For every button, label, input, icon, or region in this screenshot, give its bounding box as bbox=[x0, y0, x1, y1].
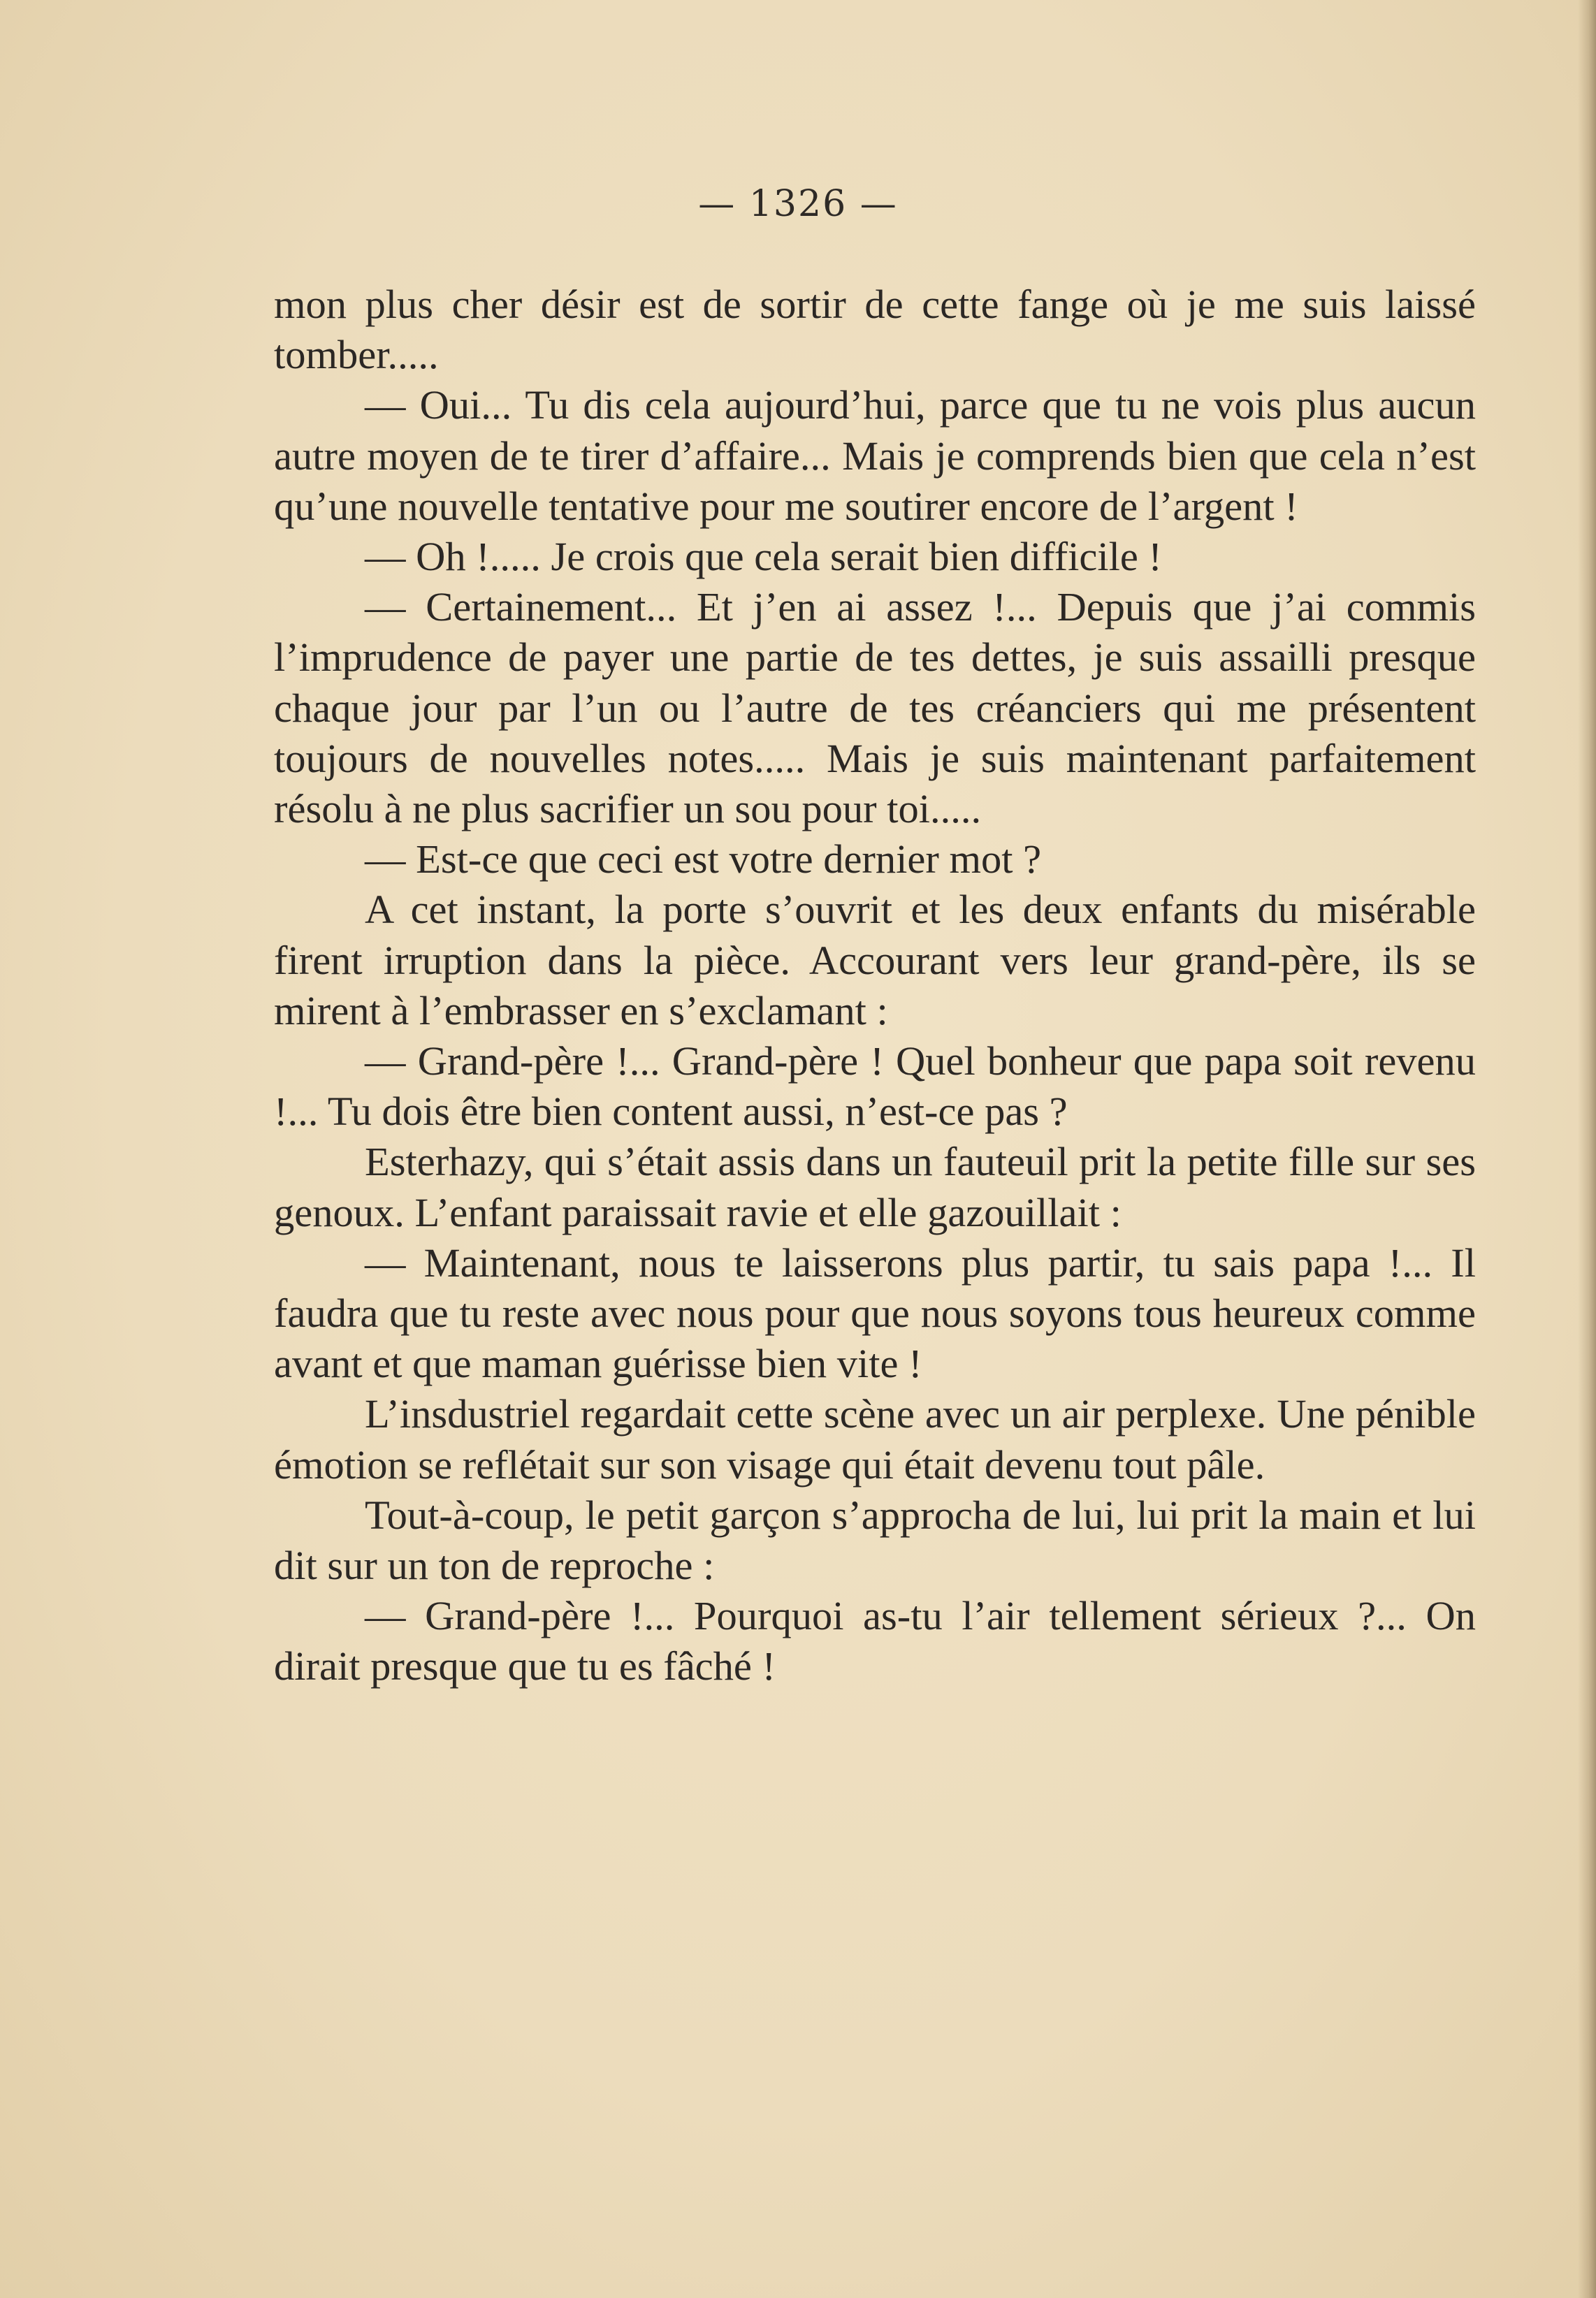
body-text bbox=[274, 279, 1476, 1692]
narrative-paragraph: Esterhazy, qui s’était assis dans un fauteuil prit la petite fille sur ses genoux. L’enfant paraissait ravie et elle gazouillait : bbox=[274, 1139, 1476, 1235]
dialogue-paragraph: — Maintenant, nous te laisserons plus partir, tu sais papa !... Il faudra que tu reste avec nous pour que nous soyons tous heureux comme avant et que maman guérisse bien vite ! bbox=[274, 1239, 1476, 1387]
dialogue-paragraph: — Grand-père !... Pourquoi as-tu l’air tellement sérieux ?... On dirait presque que tu es fâché ! bbox=[274, 1593, 1476, 1689]
narrative-paragraph: L’insdustriel regardait cette scène avec un air perplexe. Une pénible émotion se reflétait sur son visage qui était devenu tout pâle. bbox=[274, 1391, 1476, 1488]
page-edge-shadow bbox=[1578, 0, 1596, 2298]
paragraph-continuation: mon plus cher désir est de sortir de cette fange où je me suis laissé tomber..... bbox=[274, 282, 1476, 378]
dialogue-paragraph: — Est-ce que ceci est votre dernier mot ? bbox=[365, 836, 1042, 882]
dialogue-paragraph: — Oh !..... Je crois que cela serait bien difficile ! bbox=[365, 534, 1162, 580]
dialogue-paragraph: — Certainement... Et j’en ai assez !... Depuis que j’ai commis l’imprudence de payer une partie de tes dettes, je suis assailli presque chaque jour par l’un ou l’autre de tes créanciers qui me présentent toujours de nouvelles notes..... Mais je suis maintenant parfaitement résolu à ne plus sacrifier un sou pour toi..... bbox=[274, 584, 1476, 832]
page-number: — 1326 — bbox=[698, 183, 898, 225]
narrative-paragraph: A cet instant, la porte s’ouvrit et les deux enfants du misérable firent irruption dans la pièce. Accourant vers leur grand-père, ils se mirent à l’embrasser en s’exclamant : bbox=[274, 887, 1476, 1033]
dialogue-paragraph: — Grand-père !... Grand-père ! Quel bonheur que papa soit revenu !... Tu dois être bien content aussi, n’est-ce pas ? bbox=[274, 1038, 1476, 1135]
narrative-paragraph: Tout-à-coup, le petit garçon s’approcha de lui, lui prit la main et lui dit sur un ton de reproche : bbox=[274, 1492, 1476, 1589]
dialogue-paragraph: — Oui... Tu dis cela aujourd’hui, parce que tu ne vois plus aucun autre moyen de te tirer d’affaire... Mais je comprends bien que cela n’est qu’une nouvelle tentative pour me soutirer encore de l’argent ! bbox=[274, 382, 1476, 529]
